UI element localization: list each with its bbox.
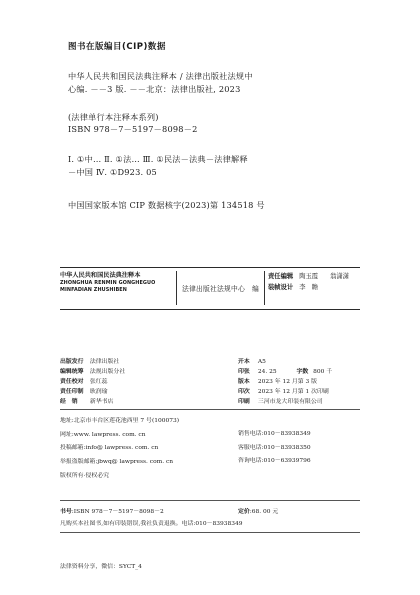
publishing-info-right <box>238 357 368 407</box>
cip-isbn: ISBN 978－7－5197－8098－2 <box>68 124 198 134</box>
price-value: 68. 00 元 <box>251 509 279 515</box>
submission-email-line: 投稿邮箱:info@ lawpress. com. cn <box>60 445 159 452</box>
cip-title-line-1: 中华人民共和国民法典注释本 / 法律出版社法规中 <box>68 71 253 81</box>
isbn-value: ISBN 978－7－5197－8098－2 <box>73 509 164 515</box>
impression-value: 2023 年 12 月第 1 次印刷 <box>257 389 329 395</box>
book-title-chinese: 中华人民共和国民法典注释本 <box>60 272 141 279</box>
publishing-info-left <box>60 357 240 407</box>
editors-block <box>268 271 359 293</box>
return-notice: 凡购买本社图书,如有印装错误,我社负责退换。电话:010－83938349 <box>60 521 243 527</box>
compiler-name: 法律出版社法规中心 <box>182 285 245 293</box>
book-title-pinyin-line-1: ZHONGHUA RENMIN GONGHEGUO <box>60 280 156 286</box>
cip-classification-line-2: －中国 Ⅳ. ①D923. 05 <box>68 166 157 177</box>
publisher-label: 出版发行 <box>60 359 84 365</box>
piracy-report-email-line: 举报盗版邮箱:jbwq@ lawpress. com. cn <box>60 459 174 466</box>
contact-bottom-rule <box>60 500 360 501</box>
sheets-row <box>238 367 368 377</box>
cip-title-entry <box>68 70 358 95</box>
wordcount-label: 字数 <box>296 369 309 375</box>
editor-row <box>268 271 359 282</box>
editor-name-1: 陶玉霞 <box>299 273 319 280</box>
coordinator-value: 法规出版分社 <box>89 369 126 375</box>
inquiry-phone-line: 咨询电话:010－63939796 <box>238 458 311 465</box>
designer-row <box>268 282 359 293</box>
edition-row <box>238 377 368 387</box>
cip-record-number: 中国国家版本馆 CIP 数据核字(2023)第 134518 号 <box>68 200 265 210</box>
book-title-pinyin-line-2: MINFADIAN ZHUSHIBEN <box>60 287 127 294</box>
title-bottom-rule <box>60 309 360 310</box>
printer-row <box>238 397 368 407</box>
isbn-price-row: 书号:ISBN 978－7－5197－8098－2 定价:68. 00 元 <box>60 506 360 515</box>
designer-label: 装帧设计 <box>268 284 294 291</box>
designer-name: 李 瞻 <box>299 284 319 291</box>
cip-series: (法律单行本注释本系列) <box>68 112 159 122</box>
address-line: 地址:北京市丰台区莲花池西里 7 号(100073) <box>60 418 180 424</box>
compiler-suffix: 编 <box>252 285 259 293</box>
coordinator-row <box>60 367 240 377</box>
book-title-row <box>60 271 360 309</box>
format-row <box>238 357 368 367</box>
book-title-block <box>60 271 178 294</box>
format-label: 开本 <box>238 359 250 365</box>
format-value: A5 <box>257 359 266 365</box>
impression-label: 印次 <box>238 389 250 395</box>
edition-label: 版本 <box>238 379 250 385</box>
price-label: 定价 <box>238 509 250 515</box>
proofreader-value: 张红蕊 <box>89 379 108 385</box>
sheets-value: 24. 25 <box>257 369 277 375</box>
editor-name-2: 翁潇潇 <box>330 273 349 280</box>
edition-value: 2023 年 12 月第 3 版 <box>257 379 318 385</box>
sales-phone-line: 销售电话:010－83938349 <box>238 431 311 437</box>
printing-manager-row <box>60 387 240 397</box>
share-footer: 法律资料分享，微信：SYCT_4 <box>60 564 142 570</box>
impression-row <box>238 387 368 397</box>
title-top-rule <box>60 267 360 268</box>
proofreader-label: 责任校对 <box>60 379 84 385</box>
printing-manager-label: 责任印制 <box>60 389 84 395</box>
contact-info-right <box>238 428 368 469</box>
publishing-bottom-rule <box>60 409 360 410</box>
service-phone-line: 客服电话:010－83938350 <box>238 444 311 451</box>
sheets-label: 印张 <box>238 369 250 375</box>
copyright-notice: 版权所有·侵权必究 <box>60 472 109 479</box>
isbn-label: 书号 <box>60 509 72 515</box>
cip-title-line-2: 心编. －－3 版. －－北京：法律出版社, 2023 <box>68 83 241 94</box>
cip-heading: 图书在版编目(CIP)数据 <box>68 42 166 52</box>
notice-bottom-rule <box>60 532 360 533</box>
cip-classification-line-1: Ⅰ. ①中… Ⅱ. ①法… Ⅲ. ①民法－法典－法律解释 <box>68 154 248 164</box>
title-divider-left <box>176 271 177 305</box>
publisher-value: 法律出版社 <box>89 359 120 365</box>
contact-info-left <box>60 415 240 484</box>
publisher-row <box>60 357 240 367</box>
coordinator-label: 编辑统筹 <box>60 369 84 375</box>
distributor-value: 新华书店 <box>89 399 114 405</box>
printer-value: 三河市龙大印装有限公司 <box>257 399 323 405</box>
printing-manager-value: 耿润瑜 <box>89 389 108 395</box>
cip-classification <box>68 153 358 178</box>
proofreader-row <box>60 377 240 387</box>
website-line: 网址:www. lawpress. com. cn <box>60 431 146 438</box>
price-block: 定价:68. 00 元 <box>238 509 279 515</box>
wordcount-value: 800 千 <box>313 369 333 375</box>
distributor-row <box>60 397 240 407</box>
printer-label: 印刷 <box>238 399 250 405</box>
title-divider-right <box>264 271 265 305</box>
distributor-label: 经 销 <box>60 399 78 405</box>
editor-label: 责任编辑 <box>268 273 294 280</box>
